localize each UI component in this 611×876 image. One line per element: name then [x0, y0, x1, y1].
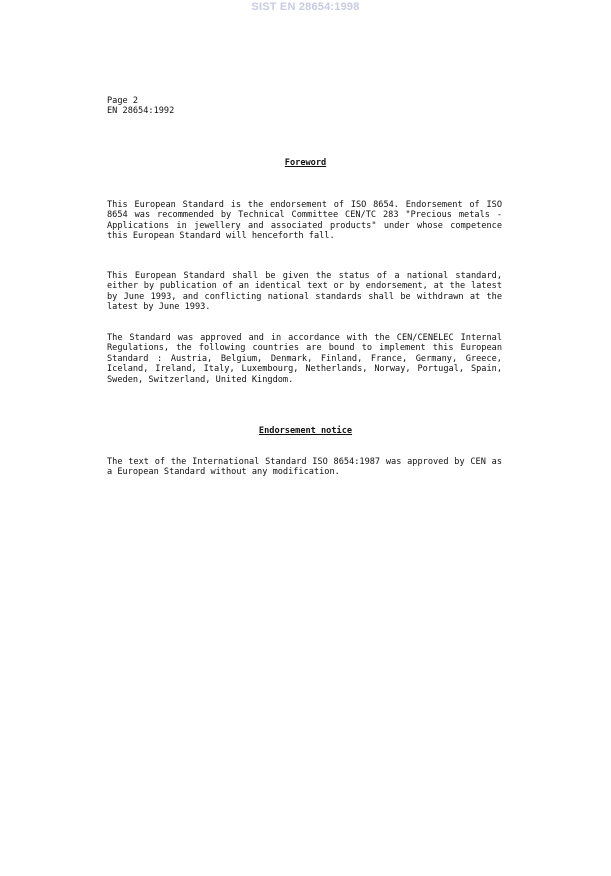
foreword-heading: Foreword	[284, 158, 327, 168]
standard-number: EN 28654:1992	[107, 106, 175, 117]
foreword-paragraph-3: The Standard was approved and in accordance with the CEN/CENELEC Internal Regulations, the following countries are bound to implement this European Standard : Austria, Belgium, Denmark, Finland, France, Germany, Greece, Iceland, Ireland, Italy, Luxembourg, Netherlands, Norway, Portugal, Spain, Sweden, Switzerland, United Kingdom.	[107, 333, 502, 385]
watermark: SIST EN 28654:1998	[251, 1, 360, 13]
foreword-paragraph-2: This European Standard shall be given the status of a national standard, either by publication of an identical text or by endorsement, at the latest by June 1993, and conflicting national standards shall be withdrawn at the latest by June 1993.	[107, 271, 502, 313]
endorsement-text: The text of the International Standard ISO 8654:1987 was approved by CEN as a European Standard without any modification.	[107, 457, 502, 478]
foreword-paragraph-1: This European Standard is the endorsement of ISO 8654. Endorsement of ISO 8654 was recommended by Technical Committee CEN/TC 283 "Precious metals - Applications in jewellery and associated products" under whose competence this European Standard will henceforth fall.	[107, 200, 502, 242]
page-header	[107, 96, 174, 117]
page-number: Page 2	[107, 96, 139, 106]
endorsement-heading: Endorsement notice	[258, 426, 353, 436]
